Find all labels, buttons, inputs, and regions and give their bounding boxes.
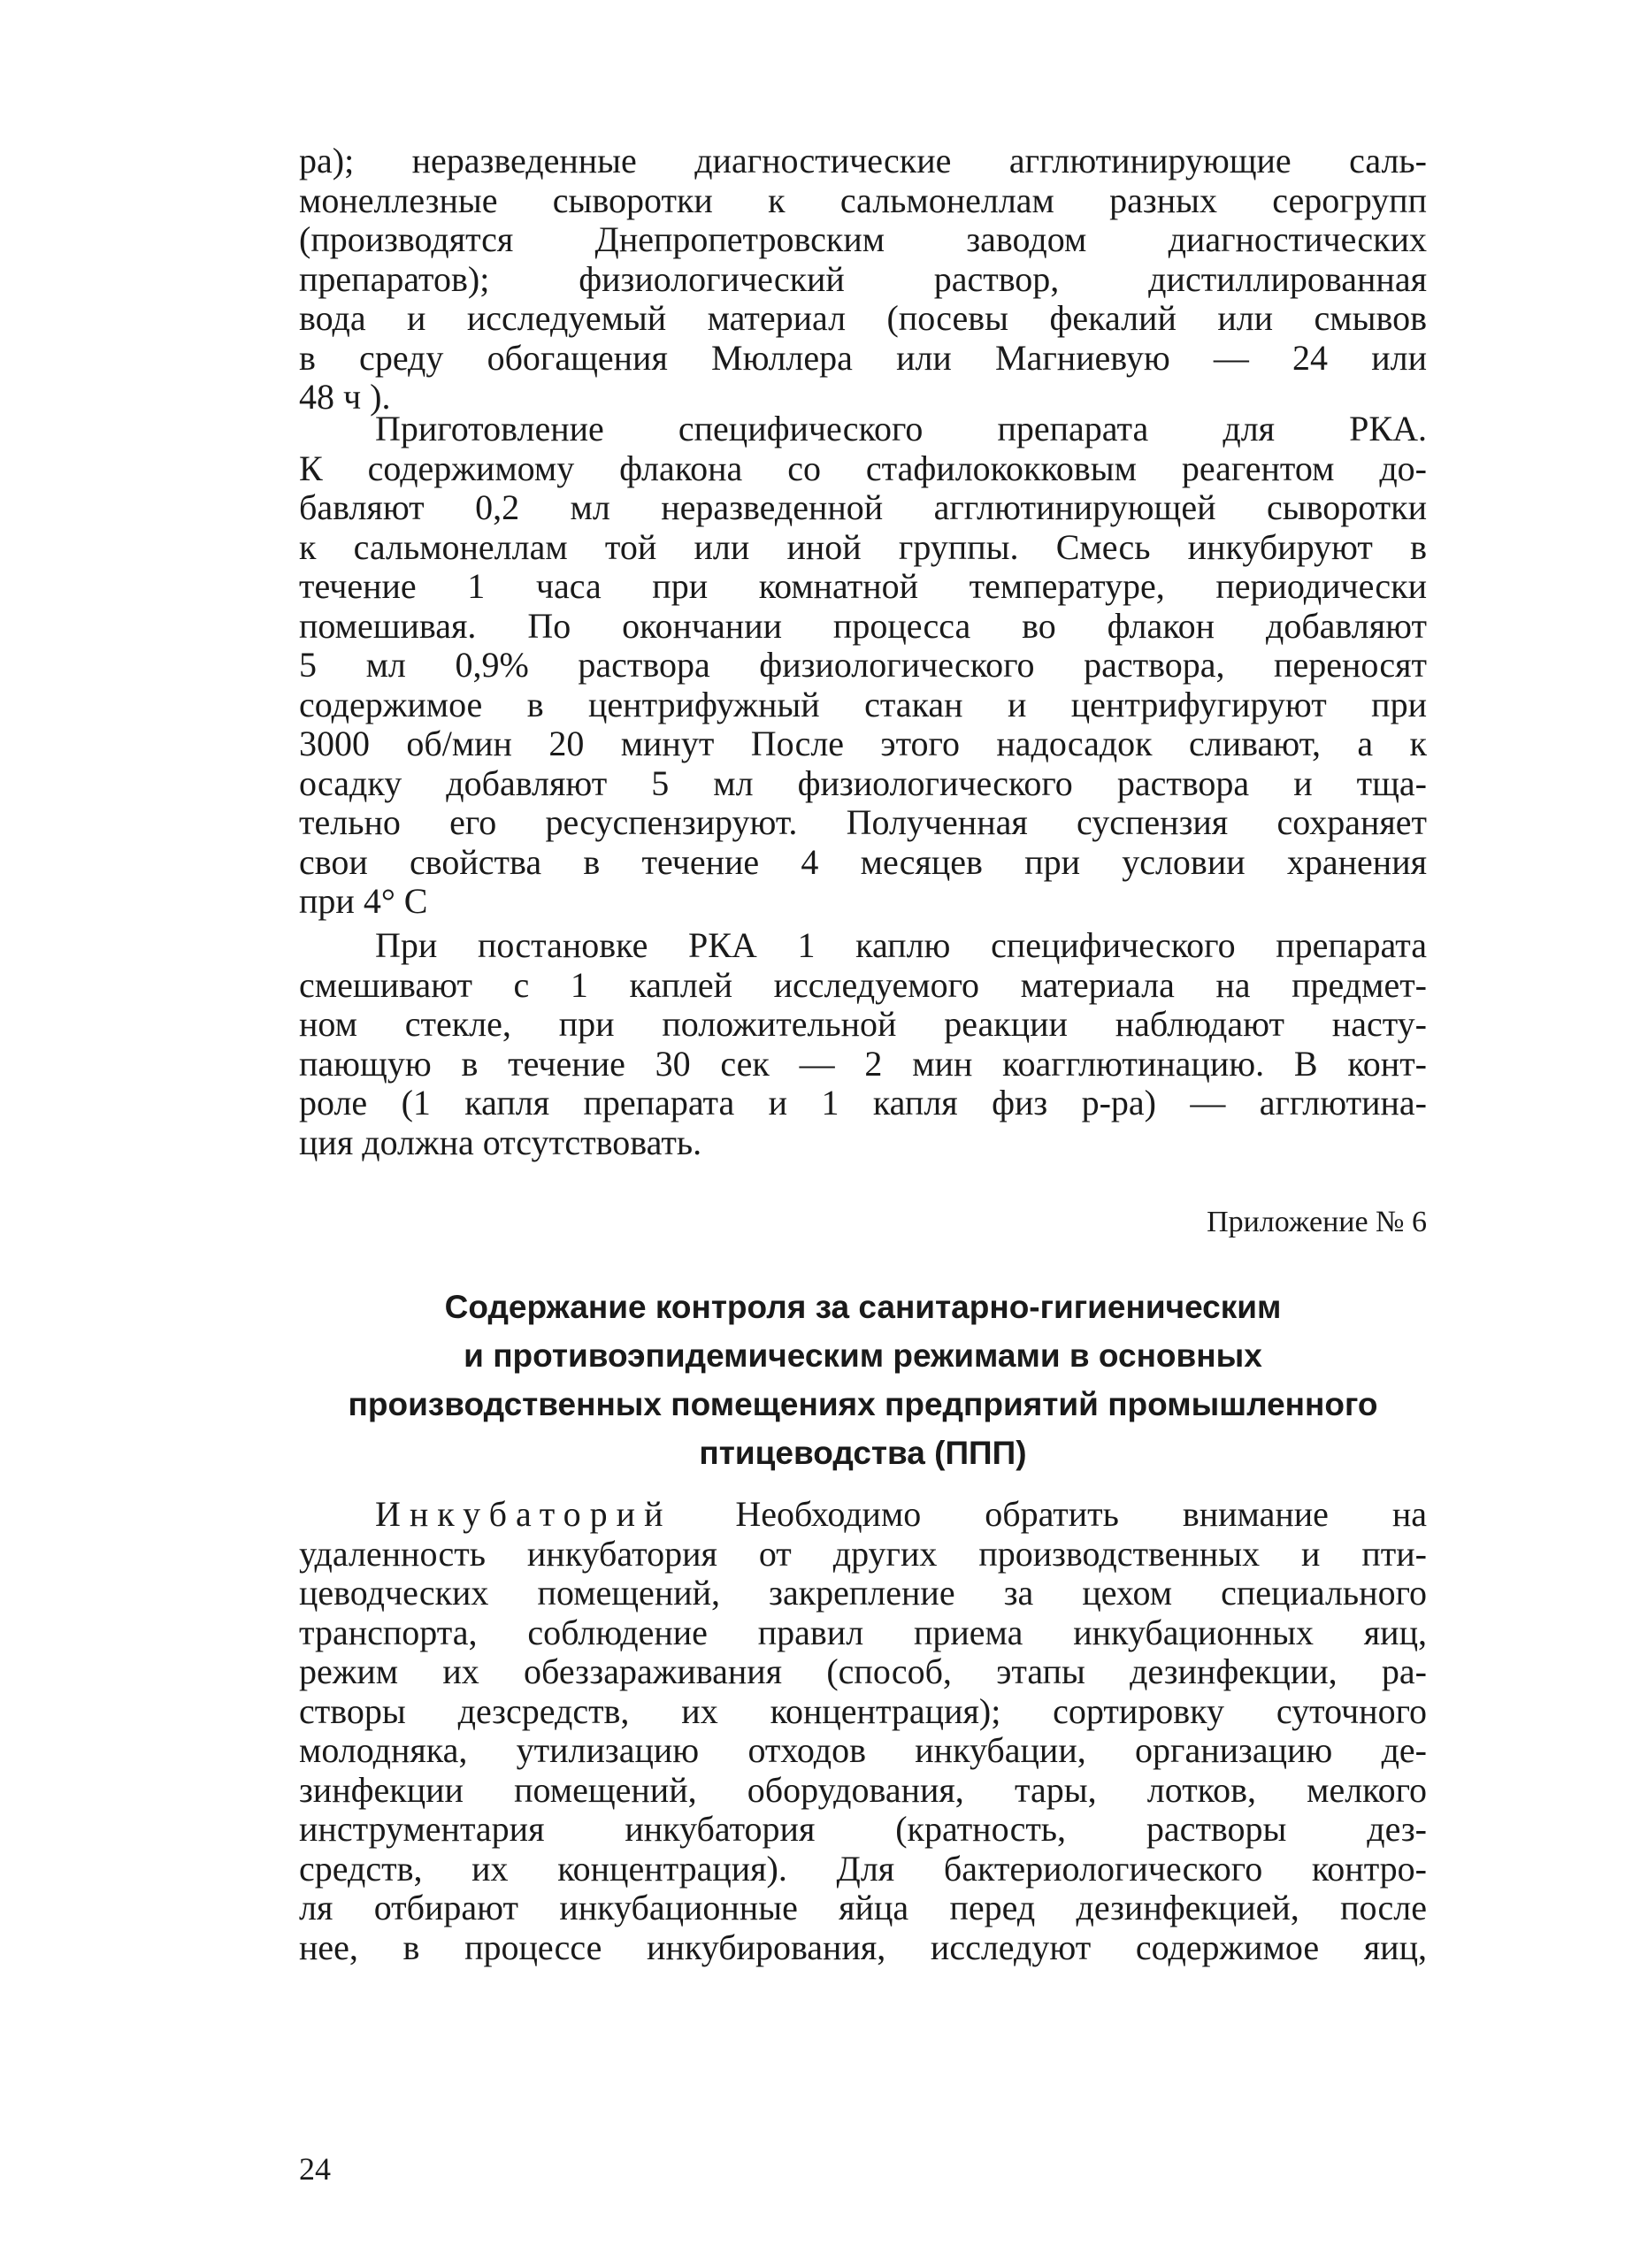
text-line: цеводческих помещений, закрепление за цехом специального (299, 1573, 1427, 1613)
title-line: птицеводства (ППП) (699, 1435, 1027, 1471)
text-line: пающую в течение 30 сек — 2 мин коагглютинацию. В конт- (299, 1043, 1427, 1084)
text-line: при 4° С (299, 881, 428, 921)
text-fragment: Необходимо обратить внимание на (671, 1494, 1427, 1534)
text-line: К содержимому флакона со стафилококковым реагентом до- (299, 448, 1427, 488)
text-line: ля отбирают инкубационные яйца перед дезинфекцией, после (299, 1888, 1427, 1927)
text-line: створы дезсредств, их концентрация); сортировку суточного (299, 1690, 1427, 1731)
paragraph-materials (299, 142, 1427, 418)
paragraph-preparation (299, 410, 1427, 922)
paragraph-procedure (299, 926, 1427, 1162)
section-title (299, 1283, 1427, 1477)
text-line: зинфекции помещений, оборудования, тары, лотков, мелкого (299, 1769, 1427, 1810)
title-line: Содержание контроля за санитарно-гигиеническим (444, 1289, 1282, 1325)
text-line: в среду обогащения Мюллера или Магниевую — 24 или (299, 337, 1427, 378)
text-line: средств, их концентрация). Для бактериологического контро- (299, 1848, 1427, 1889)
text-line: препаратов); физиологический раствор, дистиллированная (299, 258, 1427, 299)
text-line: молодняка, утилизацию отходов инкубации, организацию де- (299, 1730, 1427, 1770)
text-line: 48 ч ). (299, 377, 391, 417)
text-line: режим их обеззараживания (способ, этапы дезинфекции, ра- (299, 1651, 1427, 1691)
text-line: бавляют 0,2 мл неразведенной агглютинирующей сыворотки (299, 487, 1427, 527)
text-line: свои свойства в течение 4 месяцев при условии хранения (299, 841, 1427, 882)
title-line: и противоэпидемическим режимами в основных (464, 1337, 1262, 1374)
incubator-heading: Инкубаторий (375, 1494, 672, 1534)
text-line: Приготовление специфического препарата для РКА. (375, 409, 1427, 448)
text-line: ция должна отсутствовать. (299, 1122, 702, 1162)
text-line: роле (1 капля препарата и 1 капля физ р-ра) — агглютина- (299, 1083, 1427, 1123)
text-line: 3000 об/мин 20 минут После этого надосадок сливают, а к (299, 724, 1427, 763)
page-number: 24 (299, 2151, 331, 2187)
text-line: вода и исследуемый материал (посевы фекалий или смывов (299, 298, 1427, 338)
text-line: ра); неразведенные диагностические агглютинирующие саль- (299, 141, 1427, 180)
appendix-label: Приложение № 6 (1207, 1206, 1427, 1238)
text-line: ном стекле, при положительной реакции наблюдают насту- (299, 1004, 1427, 1044)
text-line: тельно его ресуспензируют. Полученная суспензия сохраняет (299, 802, 1427, 842)
text-line: содержимое в центрифужный стакан и центрифугируют при (299, 684, 1427, 724)
text-line: к сальмонеллам той или иной группы. Смесь инкубируют в (299, 526, 1427, 567)
text-line: инструментария инкубатория (кратность, растворы дез- (299, 1809, 1427, 1849)
text-line: монеллезные сыворотки к сальмонеллам разных серогрупп (299, 180, 1427, 220)
title-line: производственных помещениях предприятий промышленного (348, 1386, 1378, 1422)
text-line: помешивая. По окончании процесса во флакон добавляют (299, 605, 1427, 646)
text-line: транспорта, соблюдение правил приема инкубационных яиц, (299, 1612, 1427, 1652)
text-line: нее, в процессе инкубирования, исследуют содержимое яиц, (299, 1927, 1427, 1967)
text-line: смешивают с 1 каплей исследуемого материала на предмет- (299, 964, 1427, 1005)
text-line: 5 мл 0,9% раствора физиологического раствора, переносят (299, 645, 1427, 685)
text-line: удаленность инкубатория от других производственных и пти- (299, 1533, 1427, 1574)
text-line: течение 1 часа при комнатной температуре, периодически (299, 566, 1427, 606)
text-line: При постановке РКА 1 каплю специфического препарата (375, 925, 1427, 965)
text-line: осадку добавляют 5 мл физиологического раствора и тща- (299, 762, 1427, 803)
text-line (299, 1495, 1427, 1535)
text-line: (производятся Днепропетровским заводом диагностических (299, 219, 1427, 259)
paragraph-incubator (299, 1495, 1427, 1967)
